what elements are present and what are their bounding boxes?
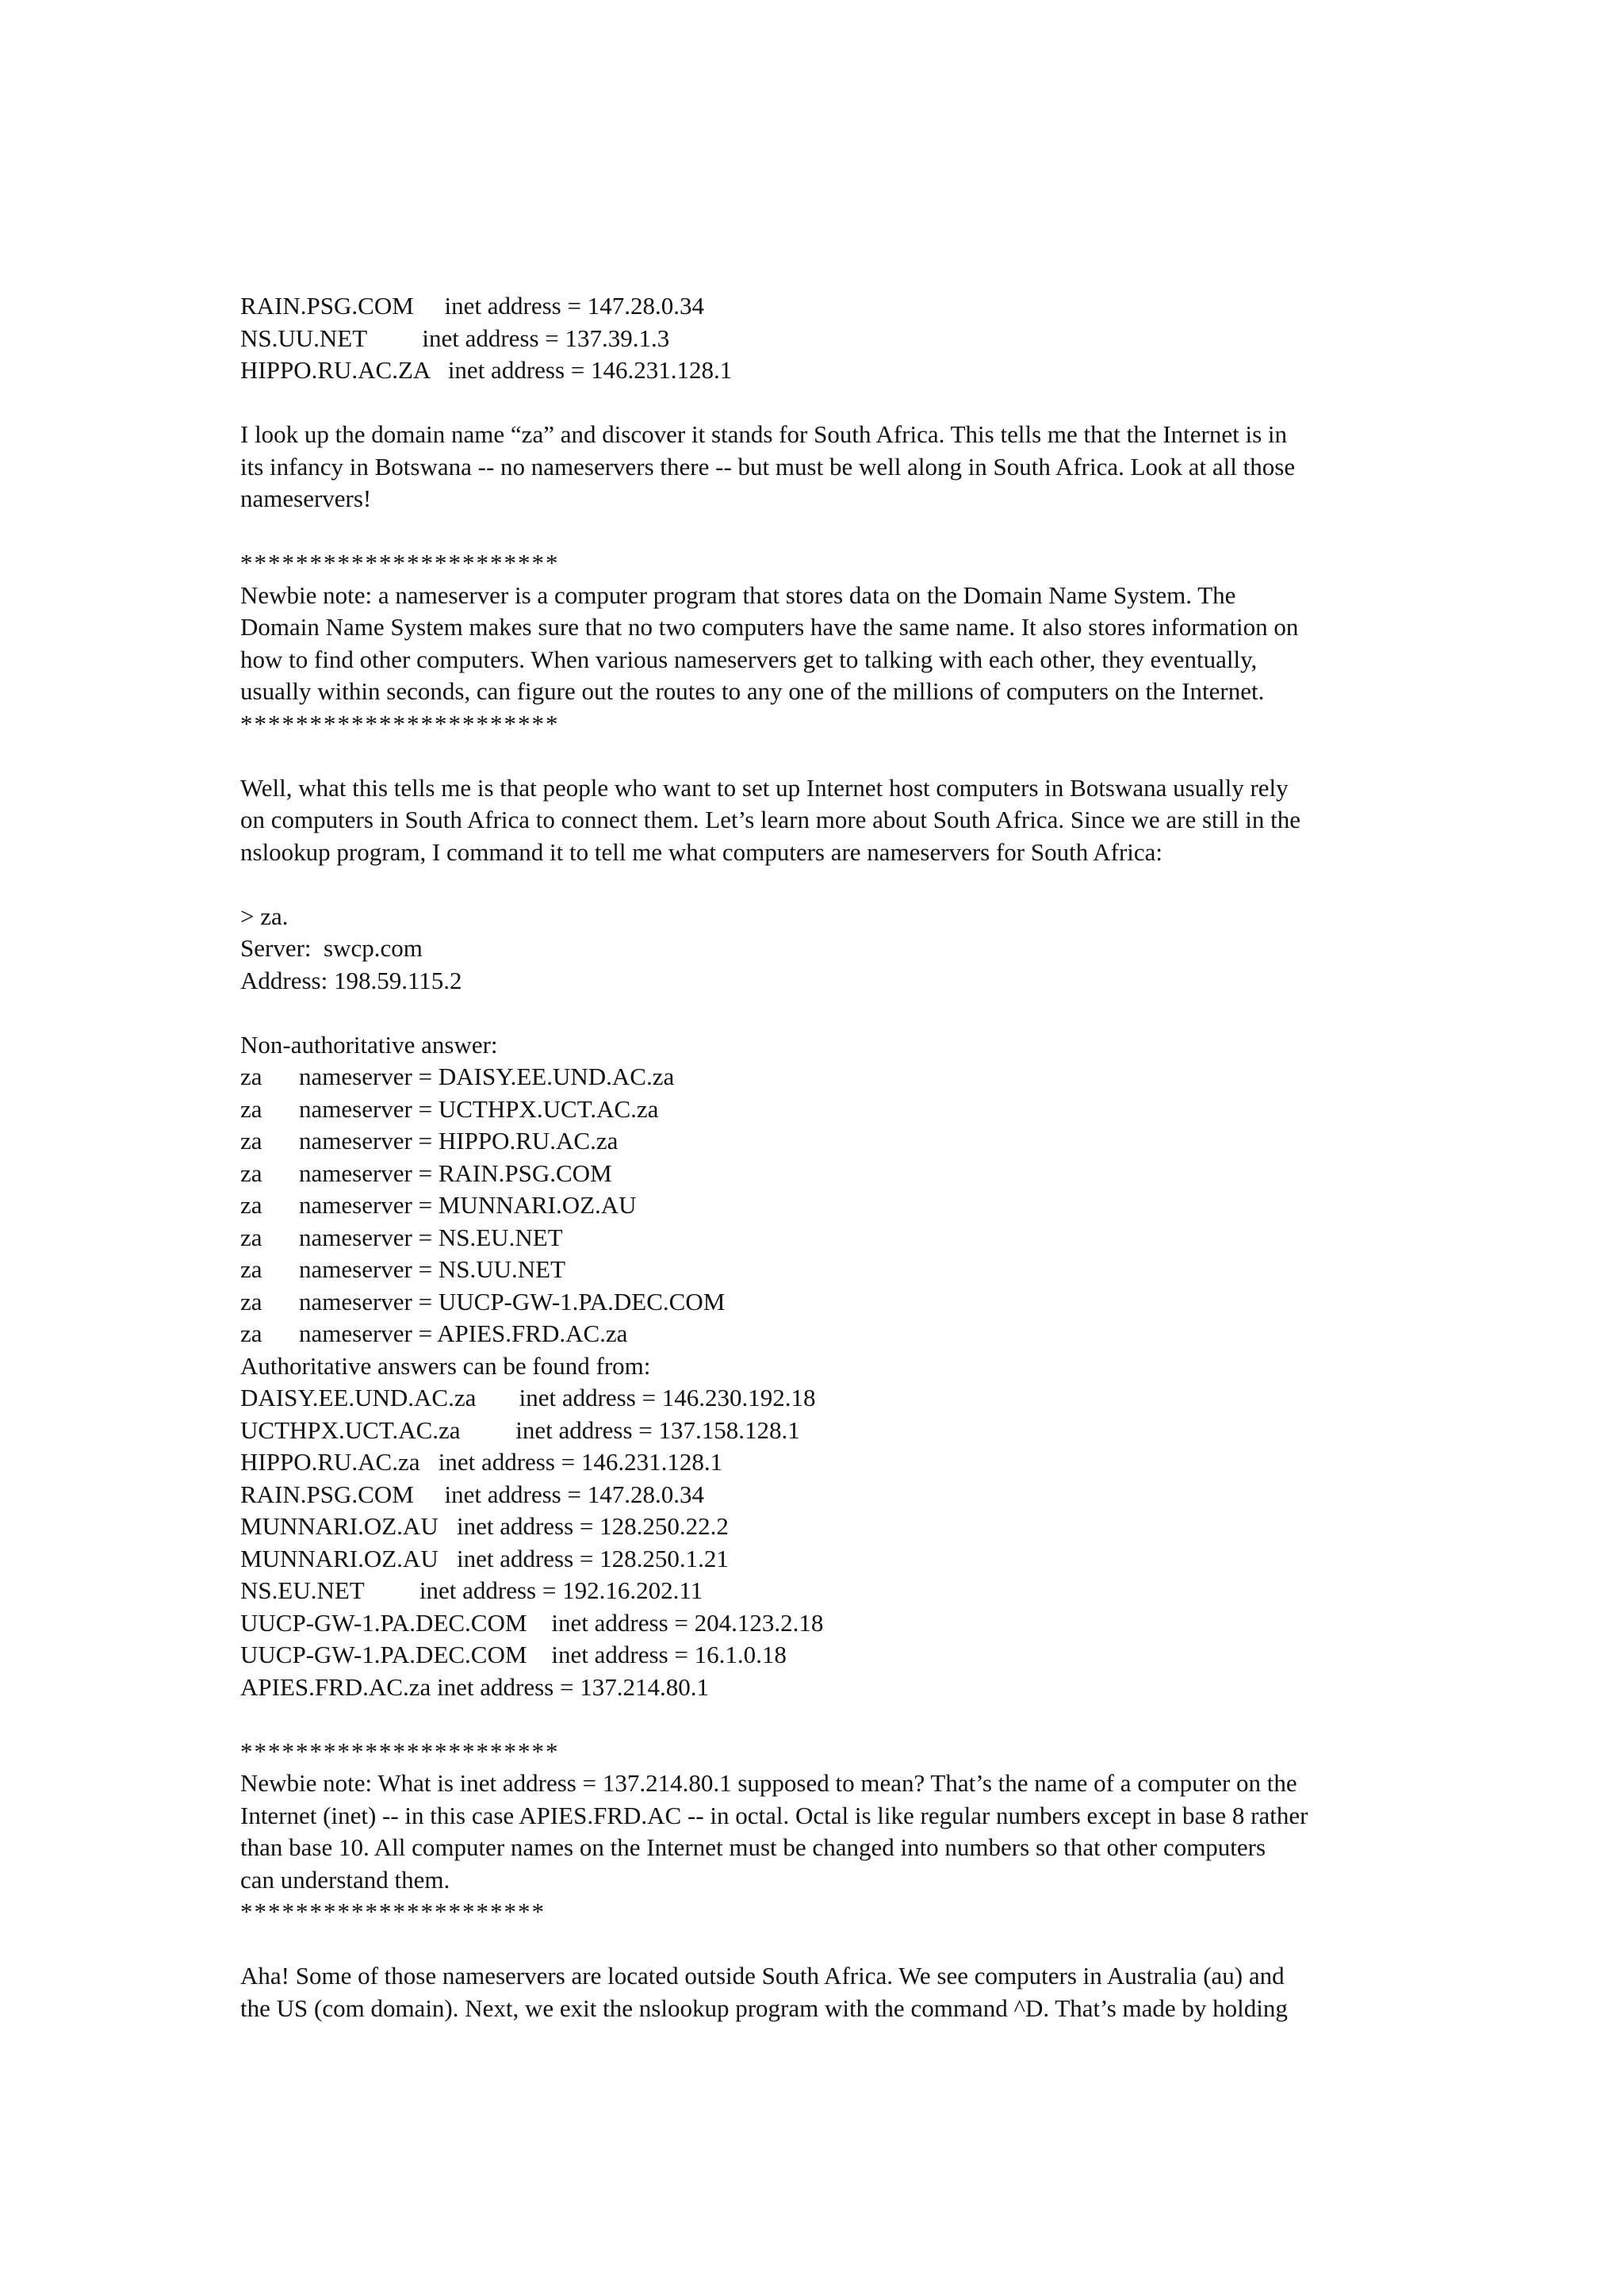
auth-answer-row: MUNNARI.OZ.AU inet address = 128.250.1.21 bbox=[240, 1544, 729, 1572]
auth-answer-row: RAIN.PSG.COM inet address = 147.28.0.34 bbox=[240, 1480, 704, 1508]
auth-answer-row: UUCP-GW-1.PA.DEC.COM inet address = 204.123.2.18 bbox=[240, 1608, 824, 1637]
separator-stars: ********************** bbox=[240, 1898, 546, 1925]
paragraph-well bbox=[240, 772, 1398, 869]
auth-answer-row: HIPPO.RU.AC.za inet address = 146.231.128.1 bbox=[240, 1448, 723, 1476]
nameserver-row: za nameserver = APIES.FRD.AC.za bbox=[240, 1319, 628, 1347]
text-line: Aha! Some of those nameservers are located outside South Africa. We see computers in Australia (au) and bbox=[240, 1962, 1285, 1990]
text-line: nameservers! bbox=[240, 484, 372, 512]
nameserver-row: za nameserver = NS.EU.NET bbox=[240, 1223, 563, 1251]
nslookup-output bbox=[240, 1029, 1398, 1704]
nameserver-row: za nameserver = UCTHPX.UCT.AC.za bbox=[240, 1094, 659, 1123]
nameserver-row: za nameserver = HIPPO.RU.AC.za bbox=[240, 1127, 619, 1155]
nonauth-heading: Non-authoritative answer: bbox=[240, 1030, 498, 1059]
text-line: usually within seconds, can figure out the routes to any one of the millions of computers on the Internet. bbox=[240, 677, 1265, 705]
spacer bbox=[240, 387, 1398, 419]
separator-stars: *********************** bbox=[240, 709, 560, 737]
auth-heading: Authoritative answers can be found from: bbox=[240, 1351, 651, 1380]
server-line: Server: swcp.com bbox=[240, 934, 423, 962]
auth-answer-row: APIES.FRD.AC.za inet address = 137.214.80.1 bbox=[240, 1672, 709, 1701]
newbie-note-nameserver bbox=[240, 580, 1398, 708]
text-line: I look up the domain name “za” and discover it stands for South Africa. This tells me that the Internet is in bbox=[240, 420, 1288, 448]
text-line: Newbie note: a nameserver is a computer program that stores data on the Domain Name System. The bbox=[240, 580, 1236, 609]
auth-answer-row: UCTHPX.UCT.AC.za inet address = 137.158.128.1 bbox=[240, 1415, 800, 1444]
text-line: how to find other computers. When various nameservers get to talking with each other, they eventually, bbox=[240, 645, 1258, 673]
spacer bbox=[240, 1703, 1398, 1736]
separator-stars: *********************** bbox=[240, 549, 560, 576]
nameserver-row: za nameserver = RAIN.PSG.COM bbox=[240, 1158, 612, 1187]
nameserver-row: za nameserver = UUCP-GW-1.PA.DEC.COM bbox=[240, 1287, 726, 1316]
separator-stars: *********************** bbox=[240, 1737, 560, 1765]
text-line: Internet (inet) -- in this case APIES.FRD.AC -- in octal. Octal is like regular numbers except in base 8 rather bbox=[240, 1801, 1308, 1829]
spacer bbox=[240, 997, 1398, 1029]
paragraph-za bbox=[240, 419, 1398, 515]
spacer bbox=[240, 1928, 1398, 1961]
nameserver-row: za nameserver = MUNNARI.OZ.AU bbox=[240, 1191, 637, 1219]
text-line: than base 10. All computer names on the Internet must be changed into numbers so that other computers bbox=[240, 1833, 1266, 1861]
address-line: RAIN.PSG.COM inet address = 147.28.0.34 bbox=[240, 292, 704, 320]
command-line: > za. bbox=[240, 902, 289, 930]
auth-answer-row: MUNNARI.OZ.AU inet address = 128.250.22.2 bbox=[240, 1512, 729, 1540]
address-line: HIPPO.RU.AC.ZA inet address = 146.231.128.1 bbox=[240, 356, 733, 384]
auth-answer-row: UUCP-GW-1.PA.DEC.COM inet address = 16.1.0.18 bbox=[240, 1641, 787, 1668]
nameserver-row: za nameserver = DAISY.EE.UND.AC.za bbox=[240, 1063, 675, 1090]
text-line: on computers in South Africa to connect them. Let’s learn more about South Africa. Since we are still in the bbox=[240, 806, 1300, 833]
auth-answer-row: NS.EU.NET inet address = 192.16.202.11 bbox=[240, 1576, 703, 1604]
newbie-note-inet-address bbox=[240, 1767, 1398, 1896]
spacer bbox=[240, 868, 1398, 901]
text-line: Domain Name System makes sure that no two computers have the same name. It also stores information on bbox=[240, 613, 1299, 641]
text-line: the US (com domain). Next, we exit the nslookup program with the command ^D. That’s made by holding bbox=[240, 1993, 1288, 2022]
text-line: Newbie note: What is inet address = 137.214.80.1 supposed to mean? That’s the name of a computer on the bbox=[240, 1769, 1297, 1797]
text-line: Well, what this tells me is that people who want to set up Internet host computers in Botswana usually rely bbox=[240, 773, 1289, 802]
text-line: nslookup program, I command it to tell me what computers are nameservers for South Africa: bbox=[240, 837, 1163, 866]
spacer bbox=[240, 515, 1398, 548]
server-address-line: Address: 198.59.115.2 bbox=[240, 966, 462, 994]
text-line: its infancy in Botswana -- no nameservers there -- but must be well along in South Africa. Look at all those bbox=[240, 452, 1296, 481]
auth-answer-row: DAISY.EE.UND.AC.za inet address = 146.230.192.18 bbox=[240, 1384, 816, 1411]
nameserver-row: za nameserver = NS.UU.NET bbox=[240, 1255, 566, 1283]
nslookup-query bbox=[240, 901, 1398, 998]
top-address-lines bbox=[240, 290, 1398, 387]
paragraph-aha bbox=[240, 1960, 1398, 2024]
address-line: NS.UU.NET inet address = 137.39.1.3 bbox=[240, 324, 670, 352]
document-page bbox=[240, 290, 1398, 2024]
spacer bbox=[240, 740, 1398, 772]
text-line: can understand them. bbox=[240, 1865, 450, 1894]
